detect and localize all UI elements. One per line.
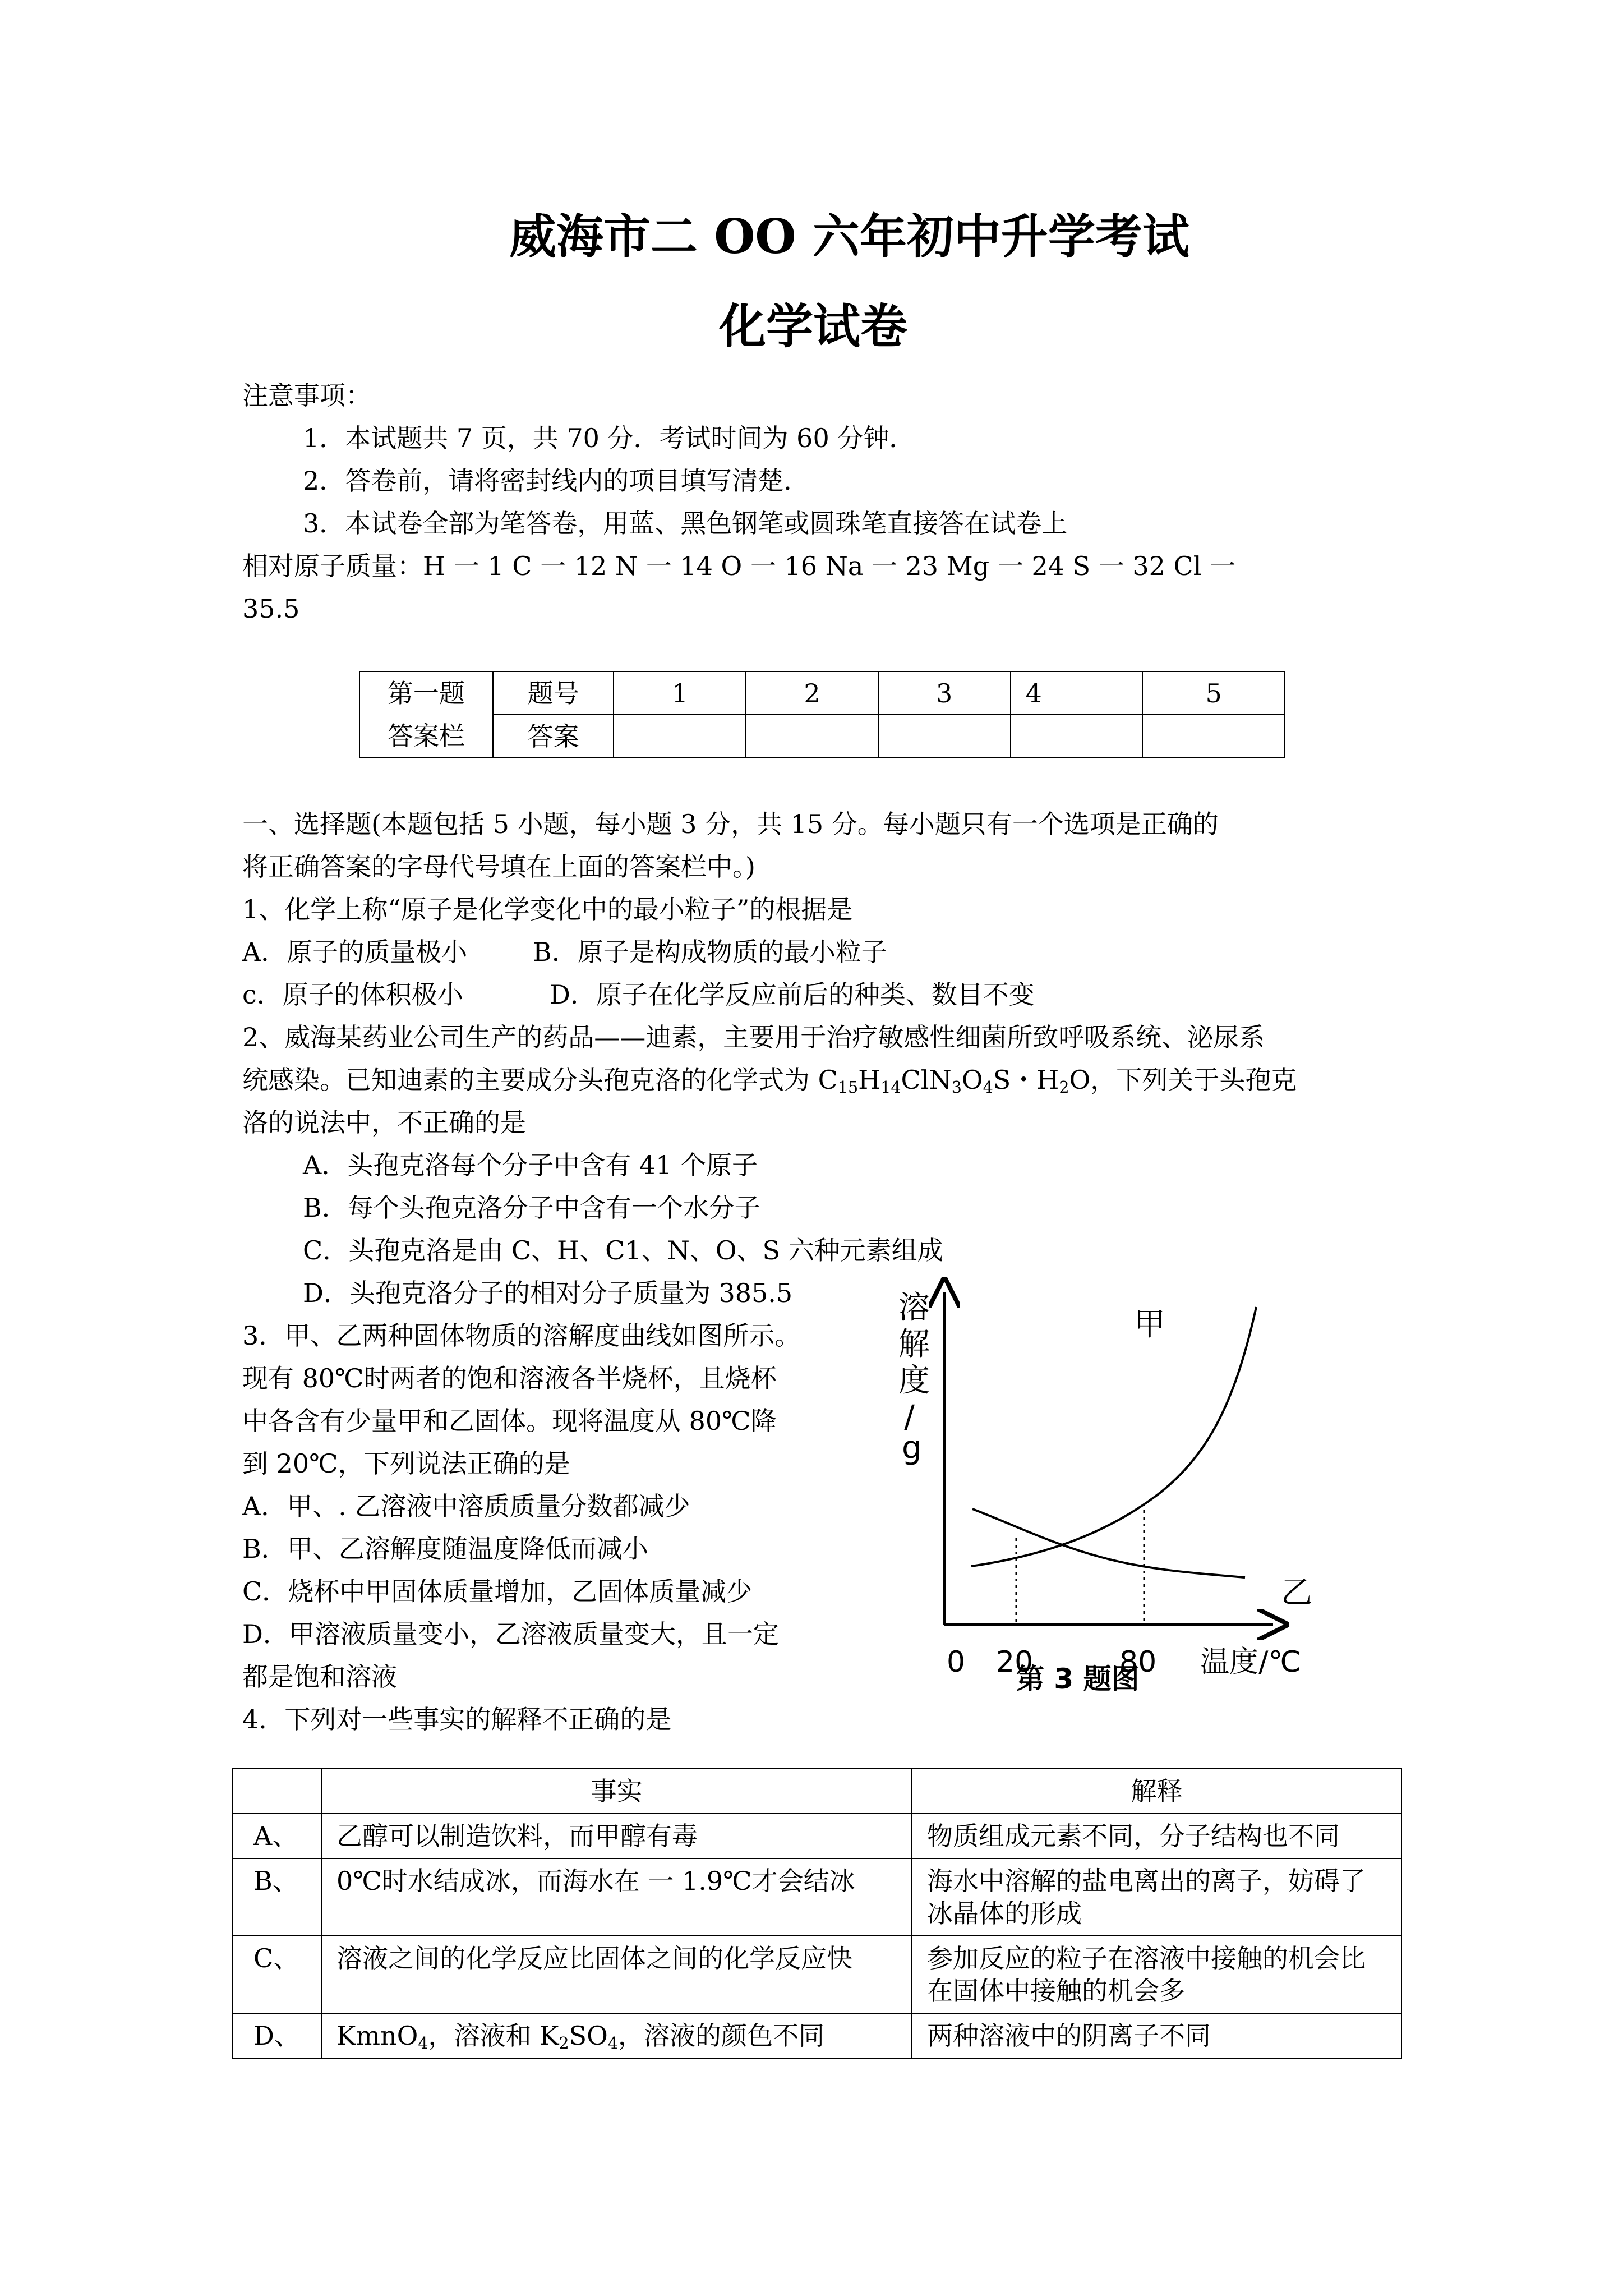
answer-table-row-head: 答案: [493, 715, 614, 758]
row-fact: KmnO$_4$，溶液和 $K_2SO_4$，溶液的颜色不同: [321, 2013, 912, 2058]
q2-stem-line1: 2、威海某药业公司生产的药品——迪素，主要用于治疗敏感性细菌所致呼吸系统、泌尿系: [242, 1022, 1265, 1052]
q3-line: 3．甲、乙两种固体物质的溶解度曲线如图所示。: [242, 1320, 801, 1351]
question-number: 3: [878, 671, 1011, 715]
solubility-figure: [864, 1268, 1335, 1717]
x-axis-label: 温度/℃: [1200, 1645, 1301, 1679]
question-number: 4: [1011, 671, 1143, 715]
exam-subtitle: 化学试卷: [719, 298, 908, 354]
facts-header-fact: 事实: [321, 1769, 912, 1814]
q1-option-a: A．原子的质量极小: [242, 937, 468, 967]
q2-stem-line3: 洛的说法中，不正确的是: [242, 1107, 526, 1138]
x-tick-80: 80: [1119, 1645, 1157, 1679]
answer-table-label-top: 第一题: [387, 678, 465, 708]
series-label-jia: 甲: [1134, 1306, 1165, 1343]
answer-cell[interactable]: [878, 715, 1011, 758]
y-axis-label-char: g: [902, 1430, 922, 1466]
answer-cell[interactable]: [746, 715, 878, 758]
answer-cell[interactable]: [1142, 715, 1285, 758]
q1-stem: 1、化学上称“原子是化学变化中的最小粒子”的根据是: [242, 894, 853, 924]
facts-table-header: [233, 1769, 1401, 1814]
row-fact: 0℃时水结成冰，而海水在 一 1.9℃才会结冰: [321, 1858, 912, 1936]
atomic-mass-line: 相对原子质量：H 一 1 C 一 12 N 一 14 O 一 16 Na 一 23 Mg 一 24 S 一 32 Cl 一: [242, 551, 1236, 581]
q3-option-d-cont: 都是饱和溶液: [242, 1662, 397, 1692]
table-row: [233, 2013, 1401, 2058]
table-row: [233, 1814, 1401, 1858]
answer-cell[interactable]: [614, 715, 746, 758]
atomic-mass-line-cont: 35.5: [242, 593, 300, 624]
section-intro: 一、选择题(本题包括 5 小题，每小题 3 分，共 15 分。每小题只有一个选项是正确的: [242, 809, 1219, 839]
q3-line: 到 20℃，下列说法正确的是: [242, 1448, 570, 1479]
exam-title: 威海市二 OO 六年初中升学考试: [509, 209, 1189, 264]
y-axis-label-char: 度: [898, 1363, 930, 1399]
section-intro-cont: 将正确答案的字母代号填在上面的答案栏中。): [242, 852, 755, 882]
notice-item-3: 3．本试卷全部为笔答卷，用蓝、黑色钢笔或圆珠笔直接答在试卷上: [303, 508, 1068, 539]
q2-option-a: A．头孢克洛每个分子中含有 41 个原子: [303, 1150, 758, 1180]
y-axis-label-char: /: [904, 1399, 915, 1435]
x-tick-20: 20: [996, 1645, 1034, 1679]
facts-header-explain: 解释: [912, 1769, 1401, 1814]
row-explain: 两种溶液中的阴离子不同: [912, 2013, 1401, 2058]
table-row: [233, 1858, 1401, 1936]
q4-stem: 4．下列对一些事实的解释不正确的是: [242, 1704, 672, 1734]
row-label: C、: [233, 1936, 321, 2013]
notice-item-1: 1．本试题共 7 页，共 70 分．考试时间为 60 分钟．: [303, 423, 915, 453]
q2-option-b: B．每个头孢克洛分子中含有一个水分子: [303, 1193, 760, 1223]
q3-option-b: B．甲、乙溶解度随温度降低而减小: [242, 1534, 648, 1564]
q1-option-b: B．原子是构成物质的最小粒子: [533, 937, 887, 967]
q3-option-c: C．烧杯中甲固体质量增加，乙固体质量减少: [242, 1576, 753, 1607]
question-number: 2: [746, 671, 878, 715]
q2-stem-line2: 统感染。已知迪素的主要成分头孢克洛的化学式为 $C_{15}H_{14}ClN_3O_4S$・$H_2O$，下列关于头孢克: [242, 1065, 1297, 1097]
row-explain: 参加反应的粒子在溶液中接触的机会比在固体中接触的机会多: [912, 1936, 1401, 2013]
y-axis-label-char: 解: [898, 1326, 930, 1363]
question-number: 5: [1142, 671, 1285, 715]
answer-table-label-bottom: 答案栏: [387, 721, 465, 751]
question-number: 1: [614, 671, 746, 715]
facts-table-corner: [233, 1769, 321, 1814]
curve-yi: [972, 1509, 1245, 1577]
x-tick-0: 0: [947, 1645, 966, 1679]
q3-option-a: A．甲、. 乙溶液中溶质质量分数都减少: [242, 1491, 690, 1521]
row-fact: 溶液之间的化学反应比固体之间的化学反应快: [321, 1936, 912, 2013]
answer-table-answer-row: [359, 715, 1285, 758]
row-label: A、: [233, 1814, 321, 1858]
q1-option-c: c．原子的体积极小: [242, 979, 463, 1010]
q2-option-d: D．头孢克洛分子的相对分子质量为 385.5: [303, 1278, 793, 1308]
curve-jia: [971, 1307, 1256, 1566]
answer-table-number-row: [359, 671, 1285, 715]
figure-caption: 第 3 题图: [1016, 1663, 1140, 1695]
notice-heading: 注意事项：: [242, 380, 371, 411]
table-row: [233, 1936, 1401, 2013]
row-label: D、: [233, 2013, 321, 2058]
q3-option-d: D．甲溶液质量变小，乙溶液质量变大，且一定: [242, 1619, 779, 1649]
answer-table: [359, 671, 1285, 758]
notice-item-2: 2．答卷前，请将密封线内的项目填写清楚．: [303, 466, 810, 496]
row-fact: 乙醇可以制造饮料，而甲醇有毒: [321, 1814, 912, 1858]
answer-table-label: [359, 671, 493, 758]
series-label-yi: 乙: [1281, 1575, 1312, 1611]
row-explain: 海水中溶解的盐电离出的离子，妨碍了冰晶体的形成: [912, 1858, 1401, 1936]
facts-table: [232, 1768, 1402, 2059]
answer-cell[interactable]: [1011, 715, 1143, 758]
q3-line: 现有 80℃时两者的饱和溶液各半烧杯，且烧杯: [242, 1363, 777, 1393]
row-label: B、: [233, 1858, 321, 1936]
q1-option-d: D．原子在化学反应前后的种类、数目不变: [550, 979, 1035, 1010]
answer-table-row-head: 题号: [493, 671, 614, 715]
q2-option-c: C．头孢克洛是由 C、H、C1、N、O、S 六种元素组成: [303, 1235, 943, 1266]
y-axis-label-char: 溶: [898, 1290, 930, 1326]
q3-line: 中各含有少量甲和乙固体。现将温度从 80℃降: [242, 1406, 777, 1436]
row-explain: 物质组成元素不同，分子结构也不同: [912, 1814, 1401, 1858]
